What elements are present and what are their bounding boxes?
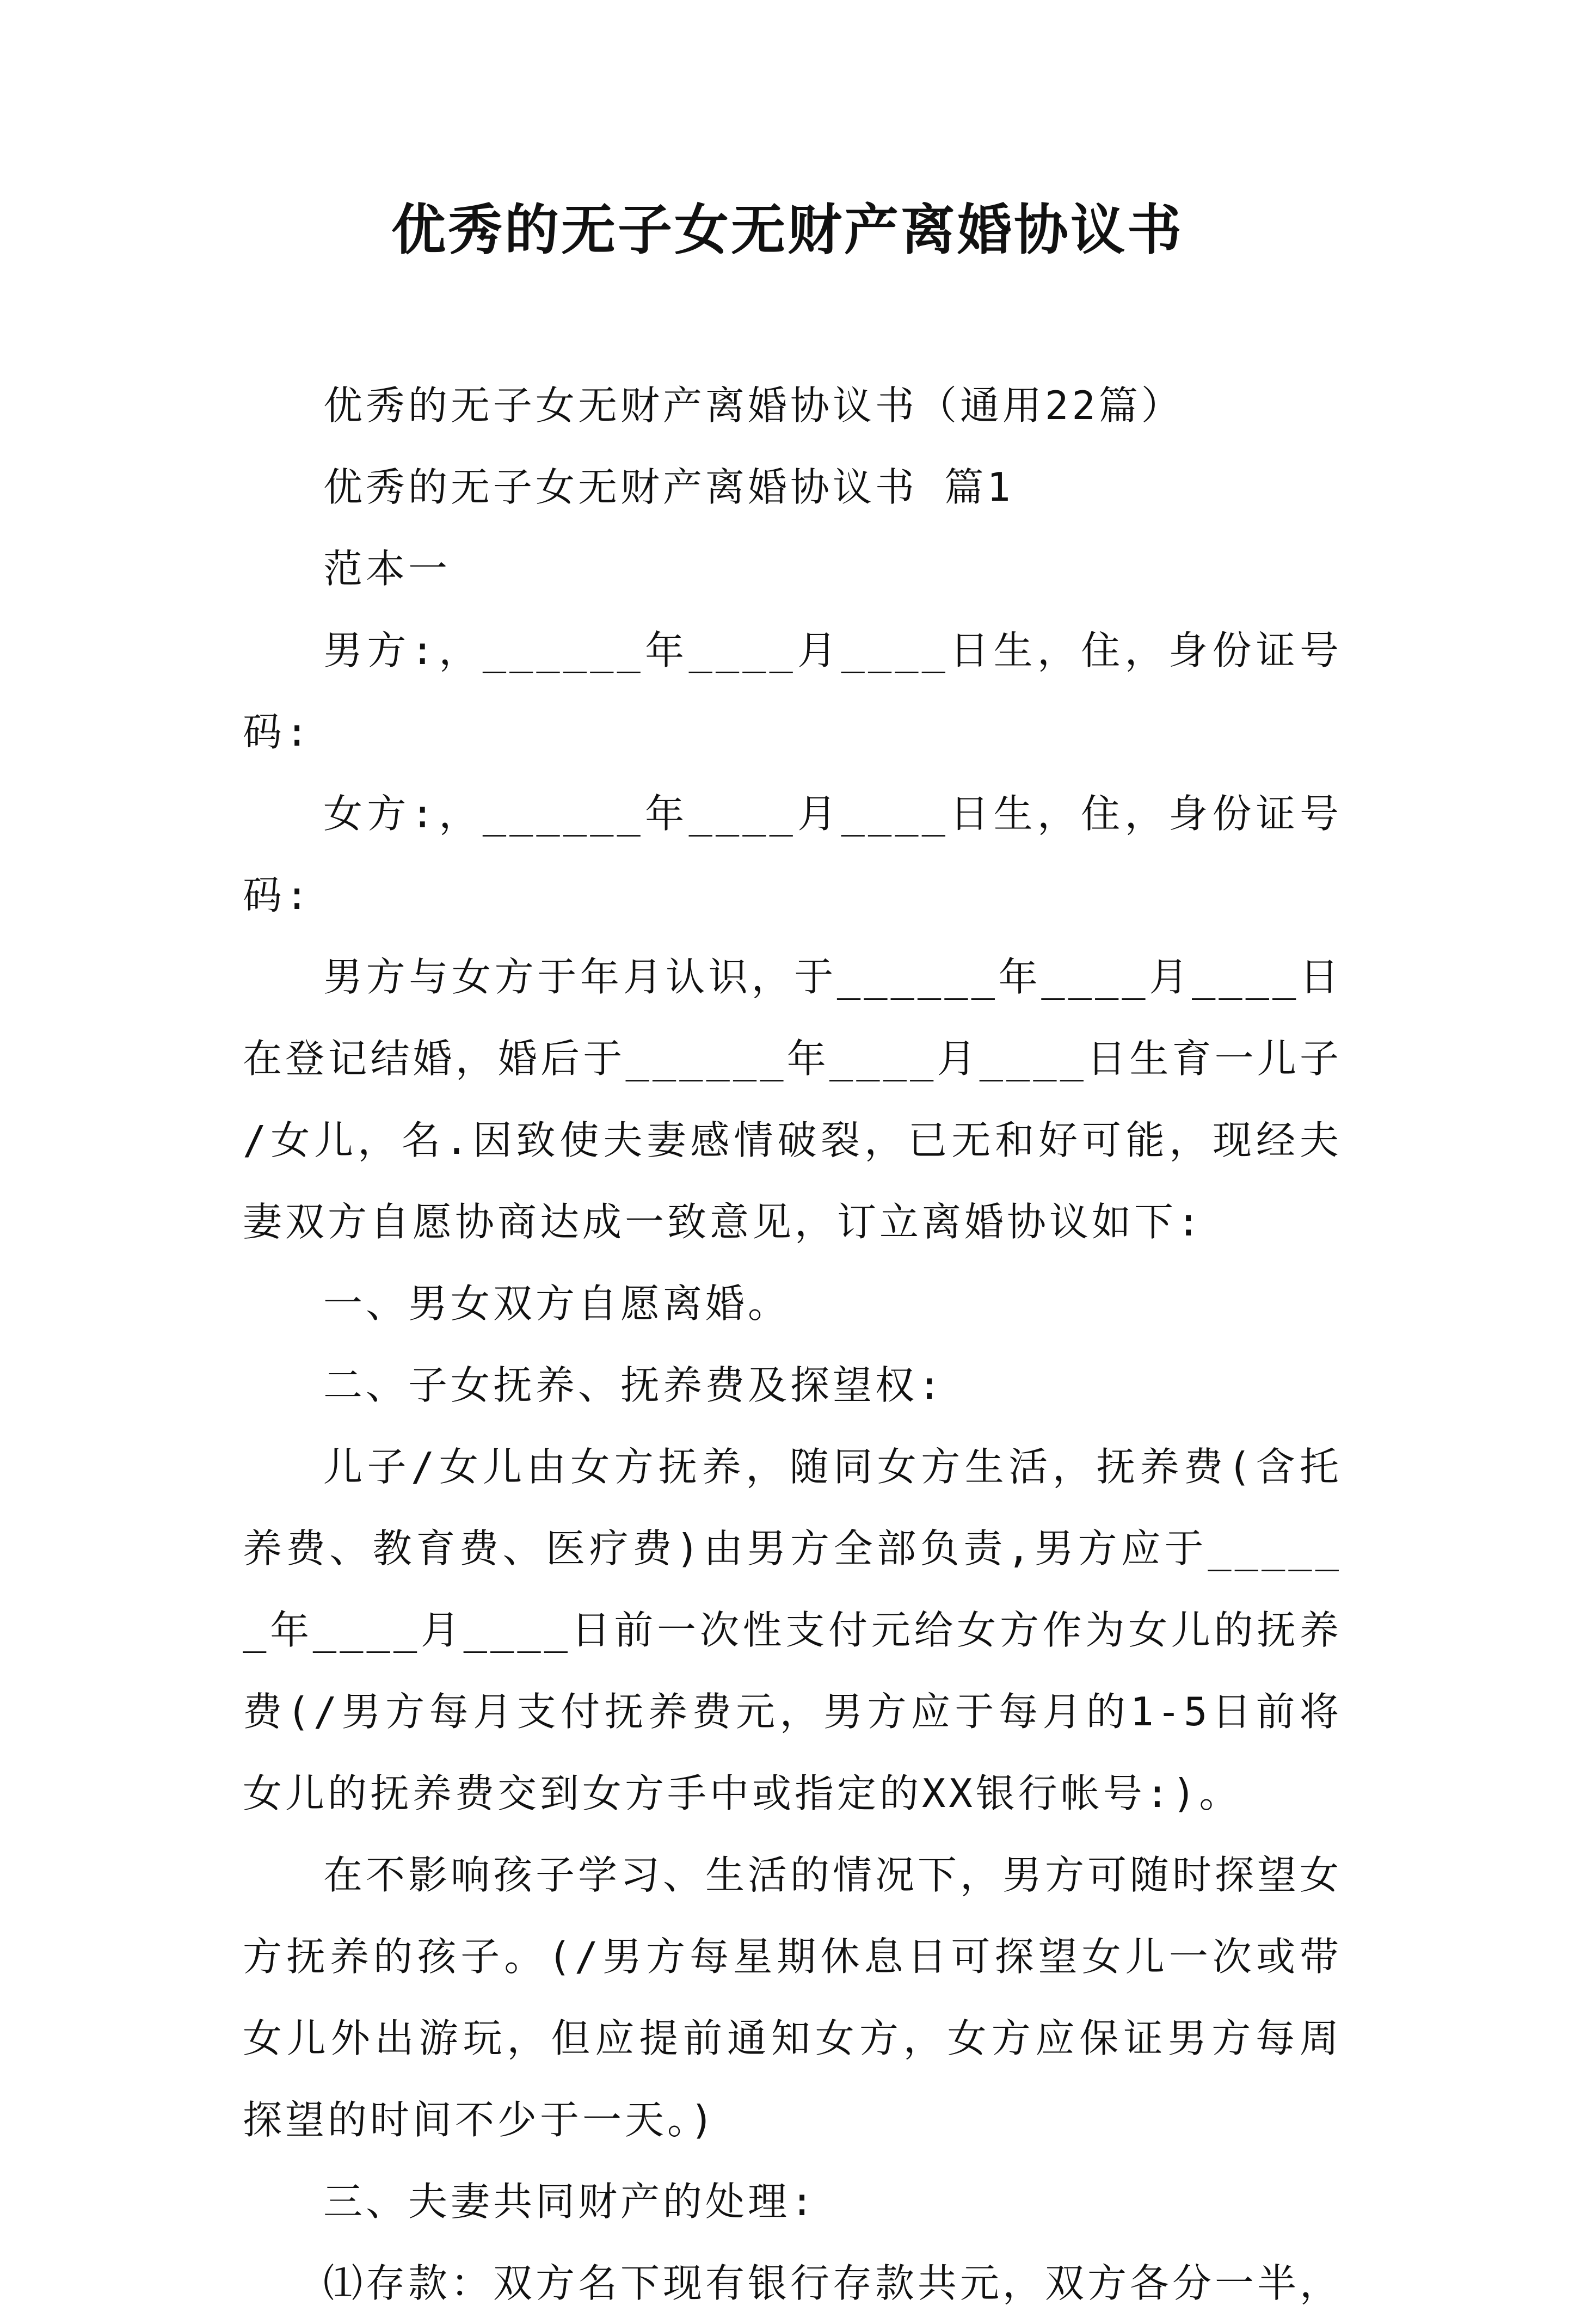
paragraph-template-label: 范本一 xyxy=(323,546,451,592)
paragraph-preamble: 男方与女方于年月认识，于______年____月____日在登记结婚，婚后于______年____月____日生育一儿子/女儿，名.因致使夫妻感情破裂，已无和好可能，现经夫妻双方自愿协商达成一致意见，订立离婚协议如下: xyxy=(243,954,1342,1245)
paragraph-husband-info: 男方:，______年____月____日生，住，身份证号码: xyxy=(243,628,1342,755)
document-title: 优秀的无子女无财产离婚协议书 xyxy=(391,198,1184,262)
paragraph-visitation: 在不影响孩子学习、生活的情况下，男方可随时探望女方抚养的孩子。(/男方每星期休息日可探望女儿一次或带女儿外出游玩，但应提前通知女方，女方应保证男方每周探望的时间不少于一天。) xyxy=(243,1852,1343,2143)
paragraph-wife-info: 女方:，______年____月____日生，住，身份证号码: xyxy=(243,791,1342,918)
paragraph-section-heading: 优秀的无子女无财产离婚协议书 篇1 xyxy=(323,464,1014,510)
paragraph-clause-1: 一、男女双方自愿离婚。 xyxy=(323,1281,791,1326)
paragraph-clause-2-heading: 二、子女抚养、抚养费及探望权: xyxy=(323,1362,945,1408)
document-body xyxy=(243,365,1342,2324)
paragraph-clause-3-heading: 三、夫妻共同财产的处理: xyxy=(323,2179,817,2224)
paragraph-custody: 儿子/女儿由女方抚养，随同女方生活，抚养费(含托养费、教育费、医疗费)由男方全部负责,男方应于______年____月____日前一次性支付元给女方作为女儿的抚养费(/男方每月支付抚养费元，男方应于每月的1-5日前将女儿的抚养费交到女方手中或指定的XX银行帐号:)。 xyxy=(243,1444,1342,1816)
paragraph-deposits: ⑴存款：双方名下现有银行存款共元，双方各分一半， xyxy=(323,2260,1343,2306)
paragraph-subtitle: 优秀的无子女无财产离婚协议书（通用22篇） xyxy=(323,383,1184,428)
